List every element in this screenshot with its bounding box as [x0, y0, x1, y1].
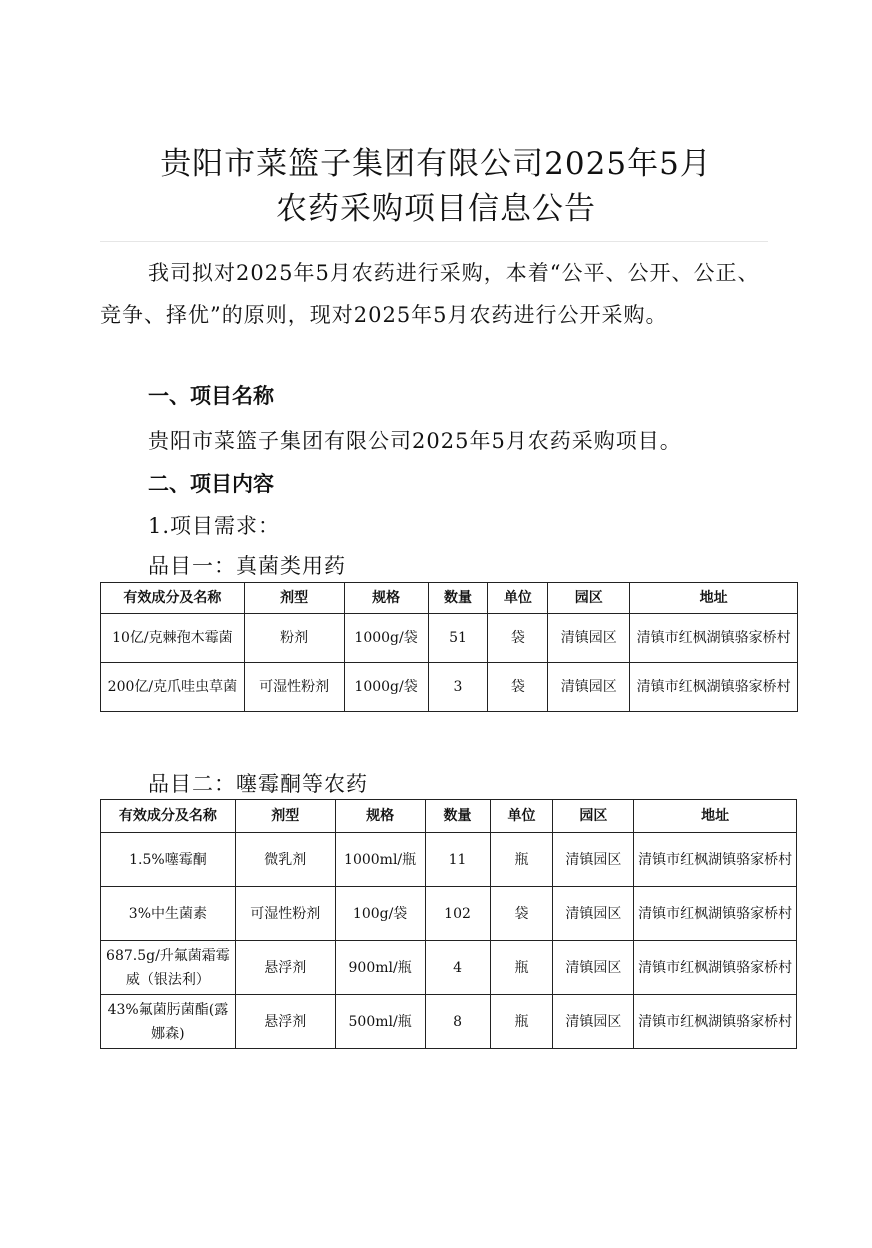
cell-address: 清镇市红枫湖镇骆家桥村 [634, 833, 797, 887]
section2-subheading: 1.项目需求： [148, 514, 281, 538]
cell-formulation: 微乳剂 [235, 833, 335, 887]
table-row [101, 614, 798, 663]
cell-address: 清镇市红枫湖镇骆家桥村 [634, 887, 797, 941]
cell-ingredient: 43%氟菌肟菌酯(露娜森) [101, 995, 236, 1049]
category2-label: 品目二：噻霉酮等农药 [148, 772, 368, 796]
header-quantity: 数量 [425, 800, 490, 833]
cell-unit: 瓶 [490, 941, 553, 995]
cell-park: 清镇园区 [548, 614, 630, 663]
cell-quantity: 102 [425, 887, 490, 941]
section1-heading: 一、项目名称 [148, 384, 274, 408]
section1-text: 贵阳市菜篮子集团有限公司2025年5月农药采购项目。 [148, 429, 682, 453]
cell-address: 清镇市红枫湖镇骆家桥村 [630, 663, 798, 712]
header-park: 园区 [553, 800, 634, 833]
header-formulation: 剂型 [235, 800, 335, 833]
cell-spec: 100g/袋 [335, 887, 425, 941]
cell-park: 清镇园区 [553, 833, 634, 887]
cell-spec: 500ml/瓶 [335, 995, 425, 1049]
section2-heading: 二、项目内容 [148, 472, 274, 496]
cell-quantity: 4 [425, 941, 490, 995]
cell-ingredient: 1.5%噻霉酮 [101, 833, 236, 887]
header-ingredient: 有效成分及名称 [101, 800, 236, 833]
cell-formulation: 粉剂 [244, 614, 344, 663]
cell-park: 清镇园区 [548, 663, 630, 712]
cell-unit: 袋 [488, 663, 548, 712]
title-divider [100, 241, 768, 242]
cell-unit: 瓶 [490, 995, 553, 1049]
header-park: 园区 [548, 583, 630, 614]
table-row [101, 995, 797, 1049]
cell-address: 清镇市红枫湖镇骆家桥村 [634, 941, 797, 995]
cell-ingredient: 10亿/克棘孢木霉菌 [101, 614, 245, 663]
table-row [101, 887, 797, 941]
header-address: 地址 [630, 583, 798, 614]
header-address: 地址 [634, 800, 797, 833]
header-spec: 规格 [344, 583, 428, 614]
cell-spec: 1000g/袋 [344, 663, 428, 712]
header-unit: 单位 [488, 583, 548, 614]
header-ingredient: 有效成分及名称 [101, 583, 245, 614]
cell-park: 清镇园区 [553, 941, 634, 995]
cell-spec: 900ml/瓶 [335, 941, 425, 995]
cell-ingredient: 200亿/克爪哇虫草菌 [101, 663, 245, 712]
cell-unit: 瓶 [490, 833, 553, 887]
table-row [101, 833, 797, 887]
header-unit: 单位 [490, 800, 553, 833]
cell-quantity: 3 [428, 663, 488, 712]
header-formulation: 剂型 [244, 583, 344, 614]
cell-park: 清镇园区 [553, 995, 634, 1049]
cell-formulation: 悬浮剂 [235, 941, 335, 995]
cell-spec: 1000ml/瓶 [335, 833, 425, 887]
cell-address: 清镇市红枫湖镇骆家桥村 [630, 614, 798, 663]
cell-formulation: 可湿性粉剂 [244, 663, 344, 712]
doc-title-line1: 贵阳市菜篮子集团有限公司2025年5月 [160, 146, 712, 182]
category2-table [100, 799, 797, 1049]
cell-ingredient: 3%中生菌素 [101, 887, 236, 941]
intro-paragraph: 我司拟对2025年5月农药进行采购，本着“公平、公开、公正、竞争、择优”的原则，现对2025年5月农药进行公开采购。 [100, 261, 760, 327]
cell-address: 清镇市红枫湖镇骆家桥村 [634, 995, 797, 1049]
cell-spec: 1000g/袋 [344, 614, 428, 663]
doc-title-line2: 农药采购项目信息公告 [276, 191, 596, 227]
table-row [101, 663, 798, 712]
table-header-row [101, 583, 798, 614]
cell-ingredient: 687.5g/升氟菌霜霉威（银法利） [101, 941, 236, 995]
table-header-row [101, 800, 797, 833]
table-row [101, 941, 797, 995]
cell-formulation: 可湿性粉剂 [235, 887, 335, 941]
cell-quantity: 11 [425, 833, 490, 887]
header-quantity: 数量 [428, 583, 488, 614]
category1-table [100, 582, 798, 712]
cell-park: 清镇园区 [553, 887, 634, 941]
cell-unit: 袋 [490, 887, 553, 941]
cell-quantity: 51 [428, 614, 488, 663]
cell-quantity: 8 [425, 995, 490, 1049]
cell-formulation: 悬浮剂 [235, 995, 335, 1049]
cell-unit: 袋 [488, 614, 548, 663]
header-spec: 规格 [335, 800, 425, 833]
category1-label: 品目一：真菌类用药 [148, 554, 346, 578]
